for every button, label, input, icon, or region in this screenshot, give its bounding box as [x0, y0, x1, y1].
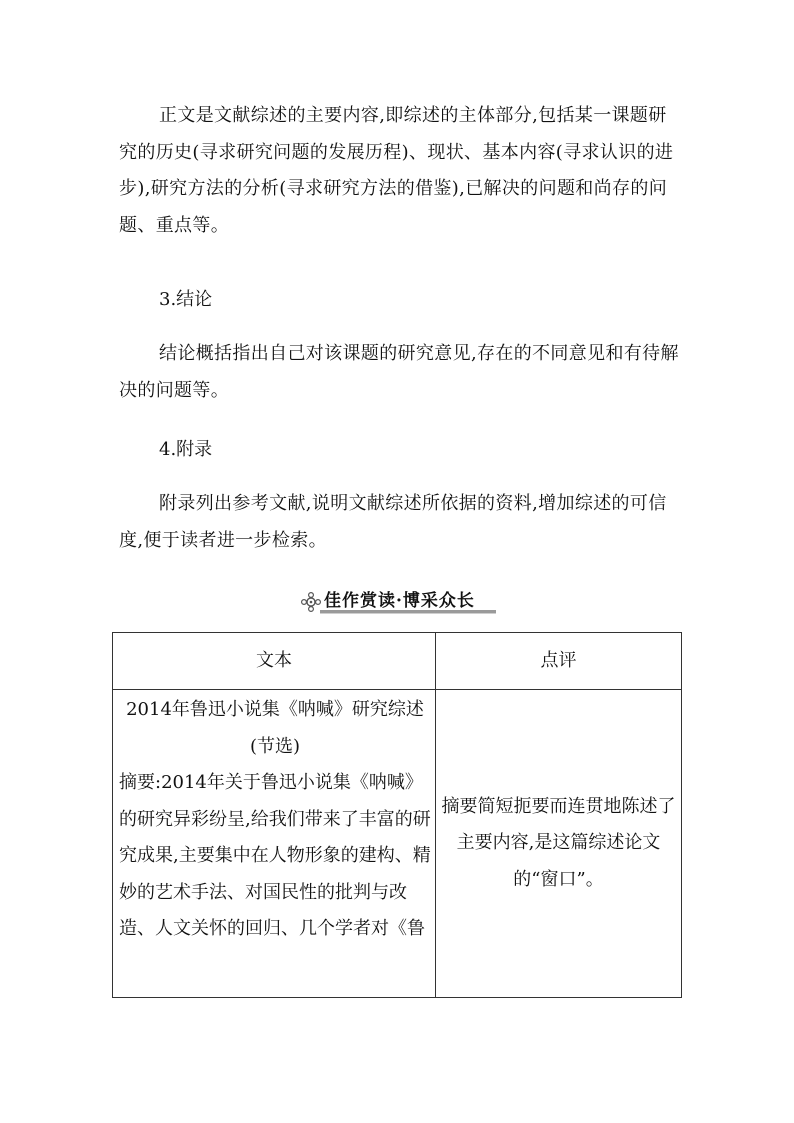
paragraph-conclusion: 结论概括指出自己对该课题的研究意见,存在的不同意见和有待解决的问题等。 [119, 343, 679, 401]
banner-underline-shadow [320, 613, 496, 614]
heading-appendix: 4.附录 [159, 439, 213, 460]
heading-conclusion: 3.结论 [159, 289, 213, 310]
table-row [113, 690, 682, 998]
header-text: 文本 [113, 633, 436, 690]
table-header-row [113, 633, 682, 690]
comment-cell: 摘要简短扼要而连贯地陈述了主要内容,是这篇综述论文的“窗口”。 [436, 690, 682, 998]
review-table [112, 632, 682, 998]
section-banner [300, 590, 500, 614]
ornament-knot-icon [300, 591, 322, 613]
header-comment: 点评 [436, 633, 682, 690]
paragraph-main-body: 正文是文献综述的主要内容,即综述的主体部分,包括某一课题研究的历史(寻求研究问题的发展历程)、现状、基本内容(寻求认识的进步),研究方法的分析(寻求研究方法的借鉴),已解决的问题和尚存的问题、重点等。 [119, 105, 674, 236]
banner-title: 佳作赏读·博采众长 [324, 591, 475, 611]
excerpt-title: 2014年鲁迅小说集《呐喊》研究综述(节选) [126, 699, 424, 757]
text-cell [113, 690, 436, 998]
paragraph-appendix: 附录列出参考文献,说明文献综述所依据的资料,增加综述的可信度,便于读者进一步检索。 [119, 493, 667, 551]
excerpt-abstract: 摘要:2014年关于鲁迅小说集《呐喊》的研究异彩纷呈,给我们带来了丰富的研究成果,主要集中在人物形象的建构、精妙的艺术手法、对国民性的批判与改造、人文关怀的回归、几个学者对《鲁 [119, 772, 431, 939]
